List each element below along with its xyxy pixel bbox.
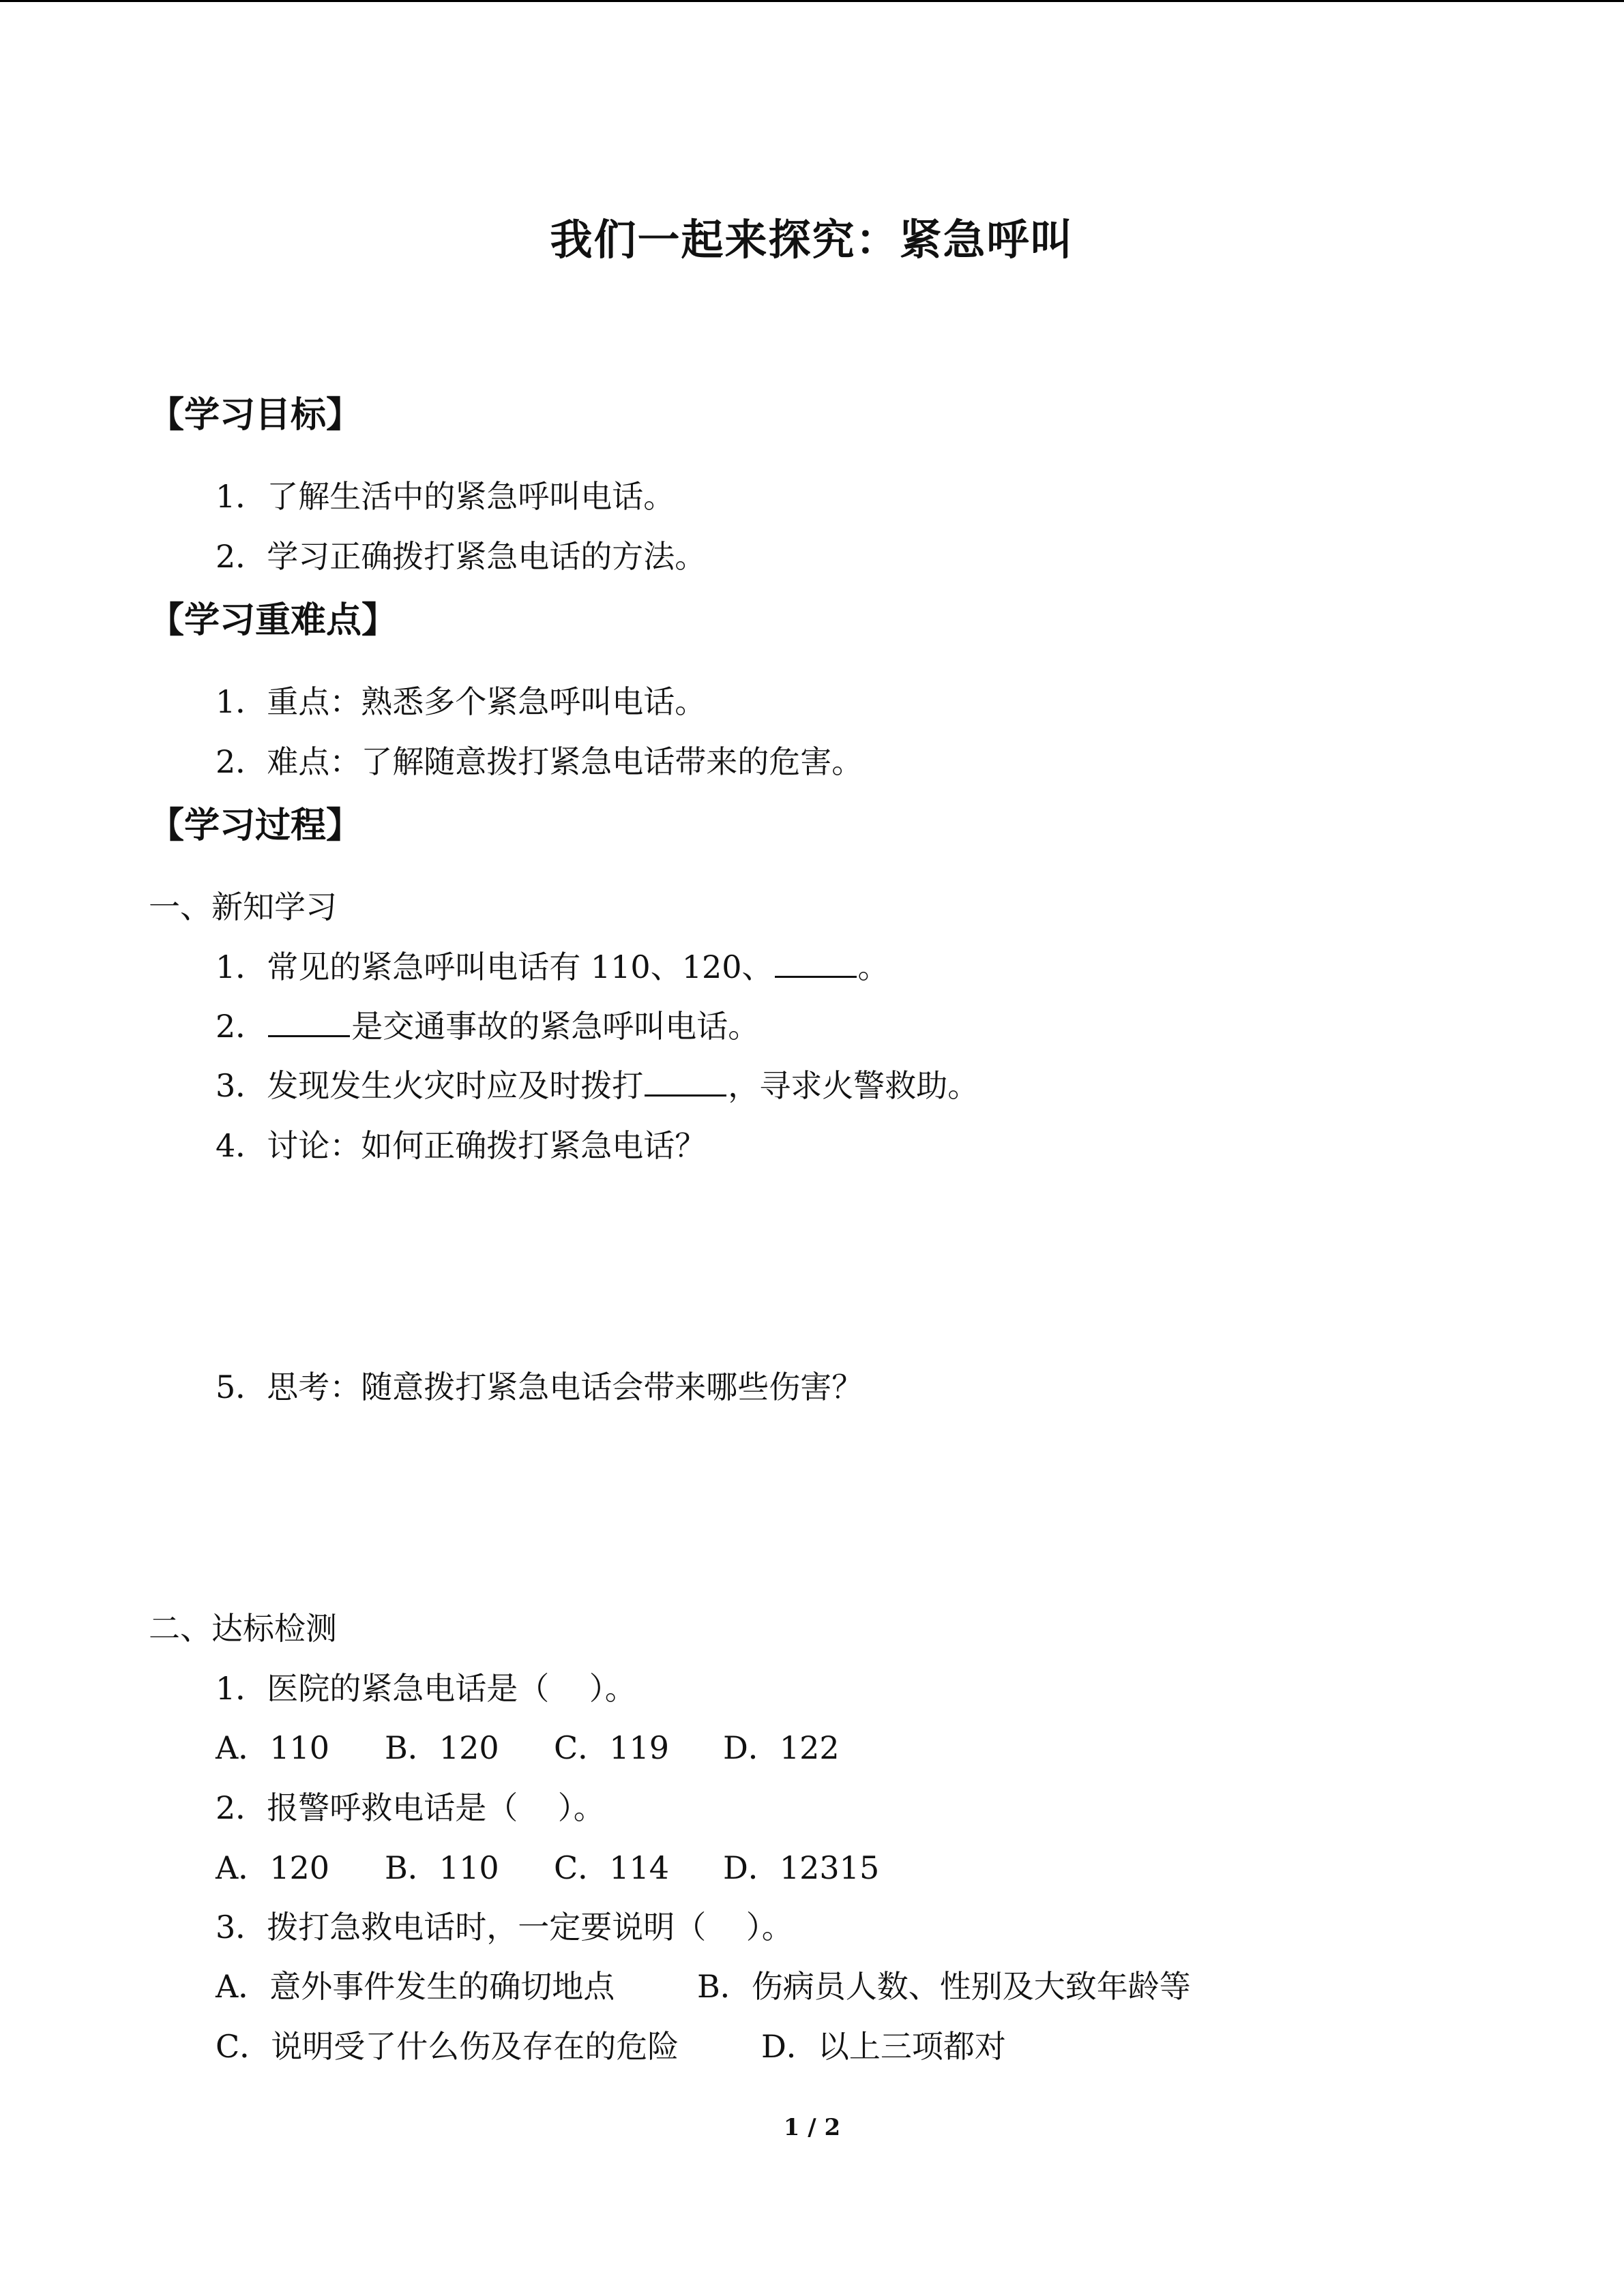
keypoint-item-1: 1．重点：熟悉多个紧急呼叫电话。 [216,683,707,720]
part2-question-3-options-row2 [216,2022,1006,2067]
part2-label: 二、达标检测 [149,1610,337,1647]
page-title: 我们一起来探究：紧急呼叫 [550,215,1074,265]
part1-question-4: 4．讨论：如何正确拨打紧急电话？ [216,1127,707,1164]
section-heading-process: 【学习过程】 [149,805,362,846]
question-text-end: 。 [857,949,889,985]
option-d: D．12315 [723,1849,880,1886]
section-heading-goals: 【学习目标】 [149,394,362,436]
part1-question-2 [216,1002,759,1047]
question-text: 1．常见的紧急呼叫电话有 110、120、 [216,949,773,985]
answer-blank [645,1067,726,1097]
part1-question-5: 5．思考：随意拨打紧急电话会带来哪些伤害？ [216,1369,863,1405]
option-c: C．说明受了什么伤及存在的危险 [216,2028,679,2065]
question-text: 是交通事故的紧急呼叫电话。 [351,1008,760,1045]
option-d: D．122 [723,1729,840,1766]
option-b: B．110 [385,1849,499,1886]
option-b: B．伤病员人数、性别及大致年龄等 [697,1968,1191,2005]
part2-question-2-options [216,1843,879,1888]
question-text: 3．发现发生火灾时应及时拨打 [216,1067,644,1104]
option-c: C．114 [554,1849,669,1886]
question-number: 2． [216,1008,267,1045]
option-a: A．110 [216,1729,330,1766]
part1-question-3 [216,1061,979,1106]
part2-question-1-options [216,1723,840,1768]
part2-question-1: 1．医院的紧急电话是（ ）。 [216,1670,636,1707]
part1-label: 一、新知学习 [149,889,337,925]
part1-question-1 [216,942,889,987]
goal-item-1: 1．了解生活中的紧急呼叫电话。 [216,478,675,515]
section-heading-keypoints: 【学习重难点】 [149,599,398,641]
option-c: C．119 [554,1729,669,1766]
option-d: D．以上三项都对 [761,2028,1006,2065]
answer-blank [775,949,857,978]
part2-question-2: 2．报警呼救电话是（ ）。 [216,1789,605,1826]
page-number: 1 / 2 [783,2114,841,2141]
keypoint-item-2: 2．难点：了解随意拨打紧急电话带来的危害。 [216,743,863,780]
option-a: A．120 [216,1849,330,1886]
part2-question-3: 3．拨打急救电话时，一定要说明（ ）。 [216,1909,793,1945]
option-a: A．意外事件发生的确切地点 [216,1968,615,2005]
question-text-end: ，寻求火警救助。 [728,1067,979,1104]
part2-question-3-options-row1 [216,1962,1191,2007]
option-b: B．120 [385,1729,499,1766]
goal-item-2: 2．学习正确拨打紧急电话的方法。 [216,538,707,575]
answer-blank [268,1008,350,1037]
